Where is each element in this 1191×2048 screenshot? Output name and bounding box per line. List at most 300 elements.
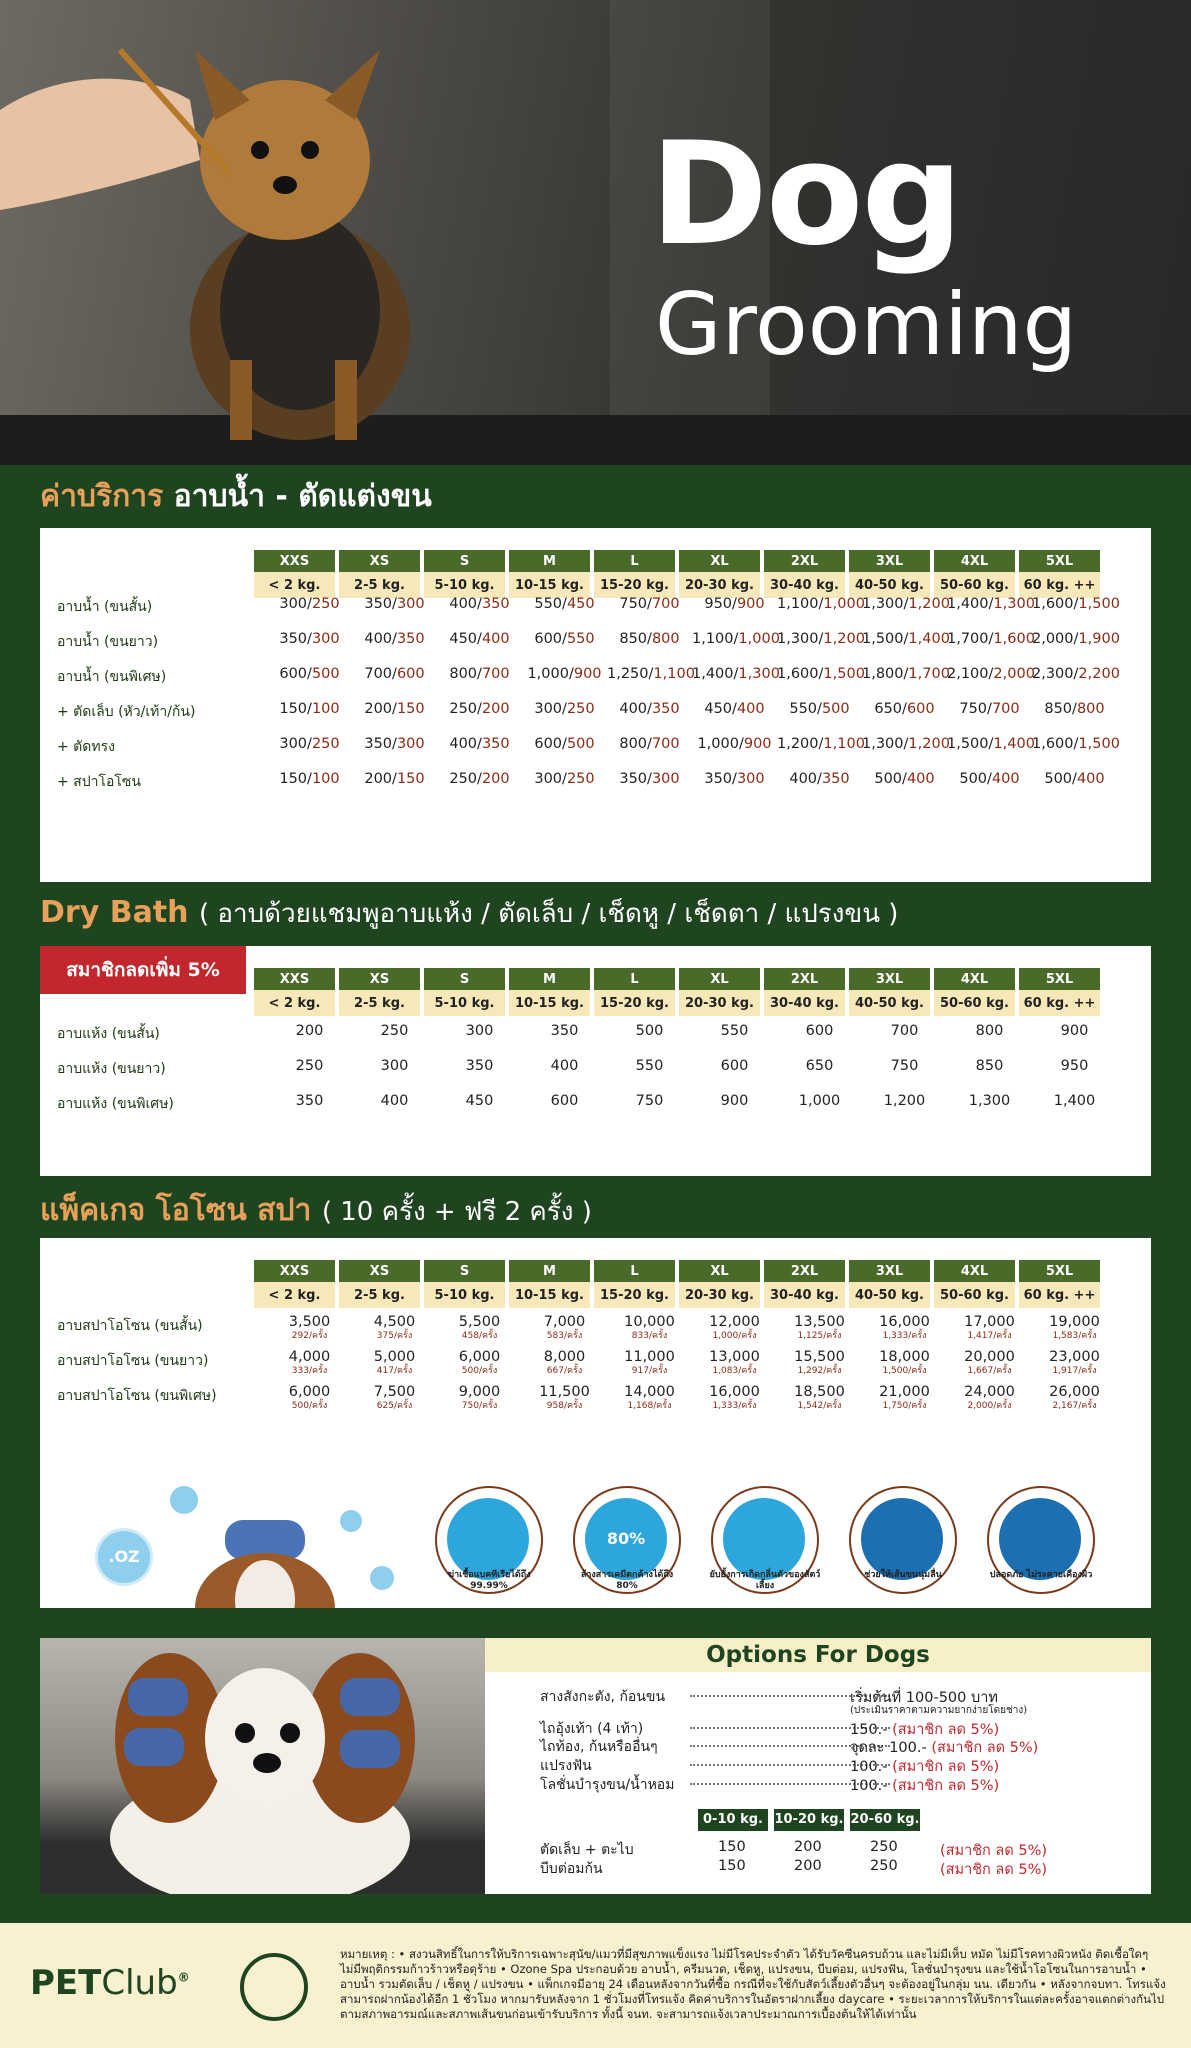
weight-label: 2-5 kg. [339, 990, 420, 1016]
drybath-subtitle: ( อาบด้วยแชมพูอาบแห้ง / ตัดเล็บ / เช็ดหู / เช็ดตา / แปรงขน ) [198, 899, 899, 929]
weight-label: 15-20 kg. [594, 572, 675, 598]
member-price: 800 [1076, 701, 1105, 717]
size-label-5xl: 5XL [1019, 1260, 1100, 1282]
drybath-row [57, 1058, 1151, 1088]
regular-price: 1,000 [697, 736, 739, 752]
regular-price: 750 [959, 701, 988, 717]
price-cell: 400 [380, 1093, 409, 1109]
member-price: 300 [396, 736, 425, 752]
regular-price: 250 [449, 771, 478, 787]
per-session-price: 1,542/ครั้ง [797, 1401, 842, 1411]
price-cell: 750/700 [619, 596, 680, 612]
member-price: 1,500 [1078, 736, 1120, 752]
price-cell: 550/500 [789, 701, 850, 717]
price-cell [862, 1350, 947, 1378]
price-cell: 250 [295, 1058, 324, 1074]
per-session-price: 917/ครั้ง [631, 1366, 668, 1376]
regular-price: 1,500 [862, 631, 904, 647]
member-price: 450 [566, 596, 595, 612]
member-price: 350 [396, 631, 425, 647]
package-price: 10,000 [624, 1314, 675, 1330]
member-discount-badge: สมาชิกลดเพิ่ม 5% [40, 946, 246, 994]
member-price: 550 [566, 631, 595, 647]
weight-price: 150 [718, 1858, 746, 1874]
per-session-price: 667/ครั้ง [546, 1366, 583, 1376]
per-session-price: 625/ครั้ง [376, 1401, 413, 1411]
options-section [40, 1638, 1151, 1894]
regular-price: 300 [534, 701, 563, 717]
member-price: 900 [736, 596, 765, 612]
size-label-xs: XS [339, 1260, 420, 1282]
member-discount: (สมาชิก ลด 5%) [940, 1862, 1048, 1878]
member-price: 250 [311, 596, 340, 612]
spa-subtitle: ( 10 ครั้ง + ฟรี 2 ครั้ง ) [321, 1197, 592, 1227]
price-cell: 1,300 [968, 1093, 1011, 1109]
spa-row [57, 1350, 1151, 1380]
price-cell [862, 1315, 947, 1343]
spa-title: แพ็คเกจ โอโซน สปา [40, 1193, 312, 1228]
member-price: 350 [821, 771, 850, 787]
weight-label: 40-50 kg. [849, 1282, 930, 1308]
size-label-s: S [424, 968, 505, 990]
weight-label: 40-50 kg. [849, 572, 930, 598]
price-cell: 300 [380, 1058, 409, 1074]
logo-pet: PET [30, 1963, 102, 2003]
option-price: 150.- [850, 1722, 888, 1738]
hero-subtitle: Grooming [655, 275, 1078, 375]
drybath-price-table [40, 946, 1151, 1176]
per-session-price: 1,500/ครั้ง [882, 1366, 927, 1376]
petclub-logo [30, 1963, 190, 2003]
price-cell: 400 [550, 1058, 579, 1074]
package-price: 7,500 [373, 1384, 416, 1400]
price-cell: 300/250 [534, 701, 595, 717]
package-price: 3,500 [288, 1314, 331, 1330]
price-cell: 1,300/1,200 [862, 736, 950, 752]
price-cell: 400/350 [789, 771, 850, 787]
size-label-3xl: 3XL [849, 968, 930, 990]
price-cell: 1,600/1,500 [1032, 736, 1120, 752]
bubble-icon [170, 1486, 198, 1514]
per-session-price: 583/ครั้ง [546, 1331, 583, 1341]
regular-price: 150 [279, 771, 308, 787]
weight-range-header: 20-60 kg. [850, 1809, 920, 1831]
regular-price: 1,300 [862, 736, 904, 752]
package-price: 20,000 [964, 1349, 1015, 1365]
icon-caption: ช่วยให้เส้นขนนุ่มลื่น [864, 1570, 942, 1580]
regular-price: 550 [534, 596, 563, 612]
grooming-row [57, 596, 1151, 626]
option-row [540, 1686, 665, 1708]
price-cell: 900 [1060, 1023, 1089, 1039]
price-cell: 150/100 [279, 701, 340, 717]
member-price: 400 [906, 771, 935, 787]
price-cell: 150/100 [279, 771, 340, 787]
member-price: 350 [481, 736, 510, 752]
regular-price: 550 [789, 701, 818, 717]
package-price: 24,000 [964, 1384, 1015, 1400]
member-price: 800 [651, 631, 680, 647]
price-cell: 650/600 [874, 701, 935, 717]
price-cell: 1,400 [1053, 1093, 1096, 1109]
price-cell [267, 1315, 352, 1343]
package-price: 11,500 [539, 1384, 590, 1400]
price-cell: 1,250/1,100 [607, 666, 695, 682]
package-price: 5,500 [458, 1314, 501, 1330]
regular-price: 1,250 [607, 666, 649, 682]
price-cell: 500/400 [959, 771, 1020, 787]
regular-price: 200 [364, 771, 393, 787]
price-cell: 350 [465, 1058, 494, 1074]
price-cell [437, 1350, 522, 1378]
options-weight-header [698, 1809, 920, 1831]
size-label-s: S [424, 1260, 505, 1282]
member-price: 1,000 [738, 631, 780, 647]
price-cell [1032, 1350, 1117, 1378]
weight-label: 30-40 kg. [764, 1282, 845, 1308]
package-price: 4,000 [288, 1349, 331, 1365]
member-price: 1,400 [908, 631, 950, 647]
per-session-price: 1,168/ครั้ง [627, 1401, 672, 1411]
price-cell [437, 1315, 522, 1343]
logo-registered-mark: ® [177, 1970, 190, 1985]
member-price: 1,500 [1078, 596, 1120, 612]
weight-label: < 2 kg. [254, 572, 335, 598]
regular-price: 850 [1044, 701, 1073, 717]
regular-price: 1,600 [777, 666, 819, 682]
size-label-m: M [509, 550, 590, 572]
member-price: 1,200 [823, 631, 865, 647]
icon-core [861, 1498, 943, 1580]
price-cells [267, 736, 1120, 752]
option-note: (ประเมินราคาตามความยากง่ายโดยช่าง) [850, 1705, 1028, 1716]
member-price: 600 [396, 666, 425, 682]
package-price: 12,000 [709, 1314, 760, 1330]
icon-core [447, 1498, 529, 1580]
weight-label: < 2 kg. [254, 1282, 335, 1308]
price-cell: 250/200 [449, 701, 510, 717]
price-cell: 400/350 [364, 631, 425, 647]
size-label-5xl: 5XL [1019, 550, 1100, 572]
price-cell [607, 1315, 692, 1343]
weight-label: 2-5 kg. [339, 1282, 420, 1308]
regular-price: 1,000 [527, 666, 569, 682]
size-label-l: L [594, 968, 675, 990]
price-cell: 450/400 [704, 701, 765, 717]
weight-label: 20-30 kg. [679, 990, 760, 1016]
member-price: 150 [396, 771, 425, 787]
member-price: 300 [736, 771, 765, 787]
regular-price: 1,100 [777, 596, 819, 612]
member-price: 700 [651, 596, 680, 612]
option-label: โลชั่นบำรุงขน/น้ำหอม [540, 1777, 675, 1793]
price-cell [692, 1350, 777, 1378]
price-cell: 1,100/1,000 [777, 596, 865, 612]
drybath-row [57, 1093, 1151, 1123]
price-cells [267, 596, 1120, 612]
regular-price: 400 [619, 701, 648, 717]
price-cell: 250 [380, 1023, 409, 1039]
price-cell: 850 [975, 1058, 1004, 1074]
grooming-size-header [250, 550, 1104, 598]
regular-price: 400 [789, 771, 818, 787]
size-label-xxs: XXS [254, 1260, 335, 1282]
price-cells [267, 1023, 1117, 1039]
price-cell: 750/700 [959, 701, 1020, 717]
price-cell: 400/350 [449, 596, 510, 612]
per-session-price: 1,000/ครั้ง [712, 1331, 757, 1341]
weight-label: 5-10 kg. [424, 572, 505, 598]
spa-row [57, 1315, 1151, 1345]
options-title: Options For Dogs [706, 1642, 930, 1668]
per-session-price: 958/ครั้ง [546, 1401, 583, 1411]
per-session-price: 2,000/ครั้ง [967, 1401, 1012, 1411]
member-price: 500 [311, 666, 340, 682]
regular-price: 600 [279, 666, 308, 682]
row-label: อาบน้ำ (ขนยาว) [57, 634, 159, 650]
option-label: ตัดเล็บ + ตะไบ [540, 1842, 634, 1858]
member-price: 500 [566, 736, 595, 752]
options-list [485, 1638, 1151, 1894]
price-cell: 550/450 [534, 596, 595, 612]
icon-percent: 80% [606, 1529, 646, 1548]
price-cell: 1,300/1,200 [777, 631, 865, 647]
row-label: อาบสปาโอโซน (ขนพิเศษ) [57, 1388, 217, 1404]
regular-price: 350 [704, 771, 733, 787]
weight-label: 20-30 kg. [679, 572, 760, 598]
price-cell: 600 [720, 1058, 749, 1074]
price-cell [947, 1315, 1032, 1343]
member-discount: (สมาชิก ลด 5%) [931, 1740, 1039, 1756]
weight-range-header: 10-20 kg. [774, 1809, 844, 1831]
per-session-price: 333/ครั้ง [291, 1366, 328, 1376]
per-session-price: 1,333/ครั้ง [712, 1401, 757, 1411]
regular-price: 300 [279, 736, 308, 752]
price-cell [947, 1385, 1032, 1413]
price-cell: 1,100/1,000 [692, 631, 780, 647]
price-cell: 400/350 [449, 736, 510, 752]
regular-price: 200 [364, 701, 393, 717]
price-cell: 2,100/2,000 [947, 666, 1035, 682]
member-price: 300 [651, 771, 680, 787]
member-price: 700 [481, 666, 510, 682]
regular-price: 350 [619, 771, 648, 787]
regular-price: 800 [619, 736, 648, 752]
grooming-price-table [40, 528, 1151, 882]
price-cell [352, 1350, 437, 1378]
price-cell [777, 1315, 862, 1343]
member-price: 250 [566, 771, 595, 787]
price-cell [267, 1385, 352, 1413]
regular-price: 600 [534, 631, 563, 647]
option-row [540, 1774, 674, 1796]
per-session-price: 2,167/ครั้ง [1052, 1401, 1097, 1411]
drybath-title: Dry Bath [40, 895, 189, 930]
regular-price: 300 [279, 596, 308, 612]
spa-benefit-icons [435, 1486, 1095, 1594]
row-label: + ตัดทรง [57, 739, 115, 755]
size-label-5xl: 5XL [1019, 968, 1100, 990]
price-cells [267, 701, 1117, 717]
price-cell [352, 1385, 437, 1413]
weight-label: 2-5 kg. [339, 572, 420, 598]
title-prefix: ค่าบริการ [40, 479, 164, 514]
price-cell: 250/200 [449, 771, 510, 787]
member-price: 2,200 [1078, 666, 1120, 682]
icon-core [585, 1498, 667, 1580]
grooming-row [57, 701, 1151, 731]
member-price: 1,700 [908, 666, 950, 682]
weight-label: 30-40 kg. [764, 990, 845, 1016]
regular-price: 250 [449, 701, 478, 717]
size-label-3xl: 3XL [849, 1260, 930, 1282]
member-price: 700 [651, 736, 680, 752]
member-price: 250 [311, 736, 340, 752]
price-cell [352, 1315, 437, 1343]
price-cell: 400/350 [619, 701, 680, 717]
price-cell: 350/300 [364, 736, 425, 752]
size-label-l: L [594, 550, 675, 572]
regular-price: 1,600 [1032, 736, 1074, 752]
package-price: 16,000 [879, 1314, 930, 1330]
price-cell: 300/250 [534, 771, 595, 787]
weight-label: 15-20 kg. [594, 1282, 675, 1308]
price-cell: 950/900 [704, 596, 765, 612]
price-cell: 1,200/1,100 [777, 736, 865, 752]
regular-price: 850 [619, 631, 648, 647]
regular-price: 800 [449, 666, 478, 682]
member-price: 1,500 [823, 666, 865, 682]
per-session-price: 292/ครั้ง [291, 1331, 328, 1341]
size-label-l: L [594, 1260, 675, 1282]
regular-price: 1,800 [862, 666, 904, 682]
price-cell: 1,000 [798, 1093, 841, 1109]
weight-price: 200 [794, 1858, 822, 1874]
member-price: 200 [481, 771, 510, 787]
weight-label: 50-60 kg. [934, 572, 1015, 598]
chemical-clean-icon [573, 1486, 681, 1594]
package-price: 23,000 [1049, 1349, 1100, 1365]
grooming-section-title [40, 473, 432, 520]
member-price: 400 [991, 771, 1020, 787]
icon-caption: ปลอดภัย ไม่ระคายเคืองผิว [989, 1570, 1093, 1580]
size-label-4xl: 4XL [934, 968, 1015, 990]
footer-note: หมายเหตุ : • สงวนสิทธิ์ในการให้บริการเฉพาะสุนัข/แมวที่มีสุขภาพแข็งแรง ไม่มีโรคประจำตัว ได้รับวัคซีนครบถ้วน และไม่มีเห็บ หมัด ไม่มีโรคทางผิวหนัง ติดเชื้อใดๆ ไม่มีพฤติกรรมก้าวร้าวหรือดุร้าย • Ozone Spa ประกอบด้วย อาบน้ำ, ครีมนวด, เช็ดหู, แปรงขน, บีบต่อม, แปรงฟัน, โลชั่นบำรุงขน และใช้น้ำโอโซนในการอาบน้ำ • อาบน้ำ รวมตัดเล็บ / เช็ดหู / แปรงขน • แพ็กเกจมีอายุ 24 เดือนหลังจากวันที่ซื้อ กรณีที่จะใช้กับสัตว์เลี้ยงตัวอื่นๆ จะต้องอยู่ในกลุ่ม นน. เดียวกัน • หลังจากจบทา. โทรแจ้ง สามารถฝากน้องได้อีก 1 ชั่วโมง หากมารับหลังจาก 1 ชั่วโมงที่โทรแจ้ง คิดค่าบริการในอัตราฝากเลี้ยง daycare • ระยะเวลาการให้บริการในแต่ละครั้งอาจแตกต่างกันไปตามสภาพอารมณ์และสภาพเส้นขนก่อนเข้ารับบริการ ทั้งนี้ จนท. จะสามารถแจ้งเวลาประมาณการเบื้องต้นให้ได้เท่านั้น [340, 1947, 1166, 2021]
member-price: 350 [481, 596, 510, 612]
price-cell: 800/700 [619, 736, 680, 752]
price-cell: 600 [550, 1093, 579, 1109]
price-cell: 200 [295, 1023, 324, 1039]
safe-shield-icon [987, 1486, 1095, 1594]
price-cell [267, 1350, 352, 1378]
package-price: 7,000 [543, 1314, 586, 1330]
price-cell: 450/400 [449, 631, 510, 647]
weight-price: 250 [870, 1839, 898, 1855]
price-cell: 1,000/900 [527, 666, 602, 682]
member-price: 100 [311, 771, 340, 787]
size-label-m: M [509, 1260, 590, 1282]
per-session-price: 1,125/ครั้ง [797, 1331, 842, 1341]
price-cell: 900 [720, 1093, 749, 1109]
member-price: 1,200 [908, 596, 950, 612]
price-cell: 200/150 [364, 771, 425, 787]
package-price: 5,000 [373, 1349, 416, 1365]
weight-label: 10-15 kg. [509, 572, 590, 598]
row-label: อาบสปาโอโซน (ขนยาว) [57, 1353, 209, 1369]
regular-price: 450 [449, 631, 478, 647]
germ-kill-icon [435, 1486, 543, 1594]
size-label-xl: XL [679, 1260, 760, 1282]
package-price: 18,500 [794, 1384, 845, 1400]
price-cell [522, 1315, 607, 1343]
size-label-4xl: 4XL [934, 550, 1015, 572]
per-session-price: 375/ครั้ง [376, 1331, 413, 1341]
member-price: 1,200 [908, 736, 950, 752]
package-price: 8,000 [543, 1349, 586, 1365]
row-label: อาบน้ำ (ขนสั้น) [57, 599, 153, 615]
price-cell [522, 1385, 607, 1413]
grooming-row [57, 736, 1151, 766]
regular-price: 500 [959, 771, 988, 787]
per-session-price: 1,583/ครั้ง [1052, 1331, 1097, 1341]
price-cells [267, 631, 1120, 647]
price-cell [862, 1385, 947, 1413]
row-label: อาบสปาโอโซน (ขนสั้น) [57, 1318, 203, 1334]
member-price: 200 [481, 701, 510, 717]
shiny-coat-icon [849, 1486, 957, 1594]
option-value [850, 1774, 999, 1797]
weight-label: 10-15 kg. [509, 990, 590, 1016]
size-label-m: M [509, 968, 590, 990]
price-cell: 1,300/1,200 [862, 596, 950, 612]
price-cell: 350/300 [279, 631, 340, 647]
price-cell: 350/300 [364, 596, 425, 612]
price-cell: 2,300/2,200 [1032, 666, 1120, 682]
per-session-price: 750/ครั้ง [461, 1401, 498, 1411]
price-cells [267, 1385, 1117, 1413]
icon-core [999, 1498, 1081, 1580]
grooming-row [57, 666, 1151, 696]
title-main: อาบน้ำ - ตัดแต่งขน [173, 479, 432, 514]
spa-package-table [40, 1238, 1151, 1608]
member-discount: (สมาชิก ลด 5%) [892, 1722, 1000, 1738]
icon-caption: ฆ่าเชื้อแบคทีเรียได้ถึง 99.99% [447, 1570, 531, 1591]
regular-price: 500 [1044, 771, 1073, 787]
member-price: 900 [573, 666, 602, 682]
regular-price: 1,100 [692, 631, 734, 647]
row-label: อาบน้ำ (ขนพิเศษ) [57, 669, 167, 685]
price-cell: 1,400/1,300 [947, 596, 1035, 612]
price-cell [437, 1385, 522, 1413]
price-cell: 350 [295, 1093, 324, 1109]
price-cell [1032, 1385, 1117, 1413]
regular-price: 700 [364, 666, 393, 682]
price-cell: 650 [805, 1058, 834, 1074]
price-cells [267, 1058, 1117, 1074]
size-label-xxs: XXS [254, 550, 335, 572]
weight-price: 250 [870, 1858, 898, 1874]
weight-label: 60 kg. ++ [1019, 990, 1100, 1016]
regular-price: 300 [534, 771, 563, 787]
member-price: 1,100 [653, 666, 695, 682]
member-price: 400 [736, 701, 765, 717]
price-cell [947, 1350, 1032, 1378]
row-label: + ตัดเล็บ (หัว/เท้า/ก้น) [57, 704, 196, 720]
price-cell: 700 [890, 1023, 919, 1039]
price-cell: 600/500 [534, 736, 595, 752]
price-cell [692, 1385, 777, 1413]
price-cell: 500 [635, 1023, 664, 1039]
